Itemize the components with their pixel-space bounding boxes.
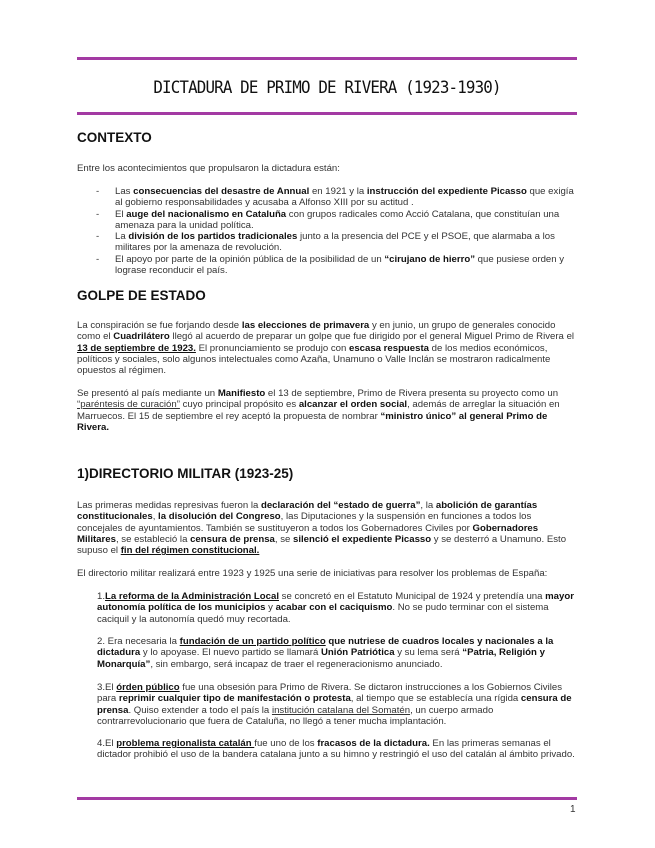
numbered-item-1: 1.La reforma de la Administración Local se concretó en el Estatuto Municipal de 1924 y pretendía una mayor autonomía política de los municipios y acabar con el caciquismo. No se pudo terminar con el sistema caciquil y la autonomía quedó muy recortada. [97, 591, 574, 625]
directorio-heading: 1)DIRECTORIO MILITAR (1923-25) [77, 466, 294, 481]
golpe-heading: GOLPE DE ESTADO [77, 288, 206, 303]
contexto-heading: CONTEXTO [77, 130, 152, 145]
directorio-paragraph-1: Las primeras medidas represivas fueron la declaración del “estado de guerra”, la abolición de garantías constitucionales, la disolución del Congreso, las Diputaciones y la suspensión en funciones a todos los concejales de ayuntamientos. También se sustituyeron a todos los Gobernadores Civiles por Gobernadores Militares, se estableció la censura de prensa, se silenció el expediente Picasso y se desterró a Unamuno. Esto supuso el fin del régimen constitucional. [77, 500, 567, 557]
contexto-list [96, 186, 576, 276]
list-item: - El apoyo por parte de la opinión pública de la posibilidad de un “cirujano de hierro” que pusiese orden y lograse reconducir el país. [96, 253, 565, 277]
top-rule [77, 57, 577, 60]
directorio-paragraph-2: El directorio militar realizará entre 1923 y 1925 una serie de iniciativas para resolver los problemas de España: [77, 568, 548, 579]
title-rule [77, 112, 577, 115]
page-title: DICTADURA DE PRIMO DE RIVERA (1923-1930) [153, 78, 501, 98]
golpe-paragraph-1: La conspiración se fue forjando desde las elecciones de primavera y en junio, un grupo de generales conocido como el Cuadrilátero llegó al acuerdo de preparar un golpe que fue dirigido por el general Miguel Primo de Rivera el 13 de septiembre de 1923. El pronunciamiento se produjo con escasa respuesta de los medios económicos, políticos y sociales, solo algunos intelectuales como Azaña, Unamuno o Valle Inclán se mostraron radicalmente opuestos al régimen. [77, 320, 575, 377]
numbered-item-3: 3.El órden público fue una obsesión para Primo de Rivera. Se dictaron instrucciones a los Gobiernos Civiles para reprimir cualquier tipo de manifestación o protesta, al tiempo que se establecía una rígida censura de prensa. Quiso extender a todo el país la institución catalana del Somatén, un cuerpo armado contrarrevolucionario que fuera de Cataluña, no llegó a tener mucha implantación. [97, 682, 572, 727]
list-item: - El auge del nacionalismo en Cataluña con grupos radicales como Acció Catalana, que constituían una amenaza para la unidad política. [96, 208, 560, 231]
page-number: 1 [570, 804, 576, 815]
list-item: - Las consecuencias del desastre de Annual en 1921 y la instrucción del expediente Picasso que exigía al gobierno responsabilidades y acusaba a Alfonso XIII por su actitud . [96, 186, 574, 209]
numbered-item-4: 4.El problema regionalista catalán fue uno de los fracasos de la dictadura. En las primeras semanas el dictador prohibió el uso de la bandera catalana junto a su himno y restringió el uso del catalán al ámbito privado. [97, 738, 575, 761]
golpe-paragraph-2: Se presentó al país mediante un Manifiesto el 13 de septiembre, Primo de Rivera presenta su proyecto como un “paréntesis de curación” cuyo principal propósito es alcanzar el orden social, además de arreglar la situación en Marruecos. El 15 de septiembre el rey aceptó la propuesta de nombrar “ministro único” al general Primo de Rivera. [77, 388, 560, 433]
numbered-item-2: 2. Era necesaria la fundación de un partido político que nutriese de cuadros locales y nacionales a la dictadura y lo apoyase. El nuevo partido se llamará Unión Patriótica y su lema será “Patria, Religión y Monarquía”, sin embargo, será incapaz de traer el regeneracionismo anunciado. [97, 636, 554, 670]
list-item: - La división de los partidos tradicionales junto a la presencia del PCE y el PSOE, que alarmaba a los militares por la amenaza de revolución. [96, 231, 555, 254]
footer-rule [77, 797, 577, 800]
contexto-intro: Entre los acontecimientos que propulsaron la dictadura están: [77, 163, 340, 174]
